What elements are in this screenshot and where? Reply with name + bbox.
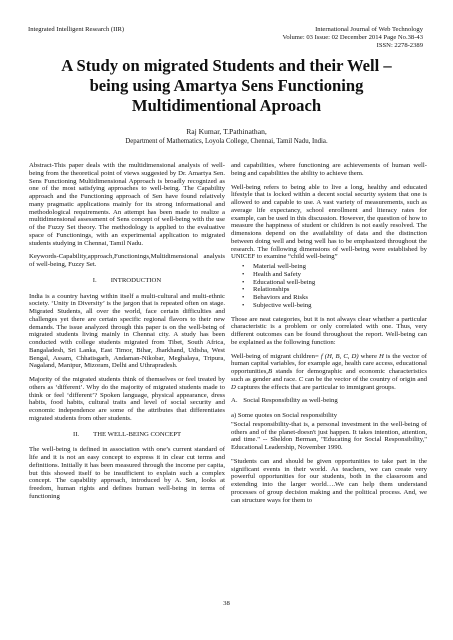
list-item: • Relationships: [231, 286, 427, 294]
page-number: 38: [223, 600, 230, 607]
list-item: • Material well-being: [231, 263, 427, 271]
text-run: where: [358, 352, 380, 360]
subsection-number: A.: [231, 397, 238, 405]
title-line-1: A Study on migrated Students and their Well –: [61, 56, 392, 75]
left-column: [29, 162, 225, 507]
variable-c: C: [298, 375, 304, 383]
section-title: INTRODUCTION: [110, 276, 162, 284]
wellbeing-formula: f (H, B, C, D): [320, 352, 359, 360]
variable-h: H: [379, 352, 384, 360]
abstract: Abstract-This paper deals with the multidimensional analysis of well-being from the theoretical point of views suggested by Dr. Amartya Sen. Sens Functioning Multidimensional Approach is broadly recognized as one of the most satisfying approaches to well-being. The Capability approach and the Functioning approach of Sen have found relatively many pragmatic applications mainly for its strong informational and methodological requirements. An attempt has been made to realize a multidimensional assessment of Sens concept of well-being with the use of the Fuzzy Set theory. The methodology is applied to the evaluative space of Functionings, with an experimental application to migrated students studying in Chennai, Tamil Nadu.: [29, 162, 225, 247]
list-item: • Behaviors and Risks: [231, 294, 427, 302]
paper-title: [20, 56, 433, 116]
subsection-title: Social Responsibility as well-being: [243, 397, 338, 405]
right-column: [231, 162, 427, 510]
running-header-right: [282, 26, 423, 50]
subsubsection-heading-quotes: a) Some quotes on Social responsibility: [231, 412, 338, 419]
quote-paragraph-1: "Social responsibility-that is, a personal investment in the well-being of others and of the planet-doesn't just happen. It takes intention, attention, and time." -- Sheldon Berman, "Educating for Social Responsibility," Educational Leadership, November 1990.: [231, 420, 427, 451]
volume-info: Volume: 03 Issue: 02 December 2014 Page No.38-43: [282, 34, 423, 41]
wellbeing-dimensions-list: [231, 263, 427, 310]
author-affiliation: Department of Mathematics, Loyola College, Chennai, Tamil Nadu, India.: [125, 138, 328, 145]
intro-paragraph-1: India is a country having within itself a multi-cultural and multi-ethnic society. ‘Unity in Diversity’ is the jargon that is repeated often on stage. Migrated Students, all over the world, face certain difficulties and challenges yet there are certain specific regional flavors to their new demands. The issue analyzed through this paper is on the well-being of migrated students living mainly in Chennai city. A study has been conducted with college students migrated from Tibet, South Africa, Bangaladesh, Sri Lanka, East Timor, Bihar, Jharkhand, Udisha, West Bengal, Assam, Chhatisgarh, Andaman-Nikobar, Meghalaya, Tripura, Nagaland, Manipur, Mizoram, Delhi and Uthrapradesh.: [29, 292, 225, 370]
section-heading-introduction: [29, 277, 225, 285]
wellbeing-paragraph-2: and capabilities, where functioning are achievements of human well-being and capabilities the ability to achieve them.: [231, 162, 427, 177]
wellbeing-paragraph-4: Those are neat categories, but it is not always clear whether a particular characteristic is a problem or only correlated with one. Thus, very different outcomes can be found throughout the report. Well-being can be explained as the following function:: [231, 315, 427, 346]
publisher-name: Integrated Intelligent Research (IIR): [28, 26, 125, 33]
section-number: I.: [92, 276, 97, 284]
quote-paragraph-2: "Students can and should be given opportunities to take part in the significant events in their world. As teachers, we can create very powerful opportunities for our students, both in the classroom and extending into the larger world….We can help them understand processes of group decision making and the political process. And, we can structure ways for them to: [231, 457, 427, 504]
title-line-3: Multidimentional Aproach: [131, 96, 322, 115]
list-item: • Health and Safety: [231, 271, 427, 279]
text-run: Well-being of migrant children=: [231, 352, 321, 360]
keywords: Keywords-Capability,approach,Functionings,Multidimensional analysis of well-being, Fuzzy Set.: [29, 253, 225, 268]
variable-d: D: [231, 383, 236, 391]
subsection-heading-social-responsibility: [231, 397, 427, 405]
list-item: • Educational well-being: [231, 279, 427, 287]
section-number: II.: [72, 430, 80, 438]
text-run: is the vector of human capital variables, for example age, health care access, educational opportunities,: [231, 352, 427, 375]
author-list: Raj Kumar, T.Pathinathan,: [186, 127, 267, 136]
section-title: THE WELL-BEING CONCEPT: [93, 430, 182, 438]
wellbeing-paragraph-3: Well-being refers to being able to live a long, healthy and educated lifestyle that is locked within a decent social security system that one is allowed to and capable to use. A vast variety of measurements, such as average life expectancy, school enrollment and literacy rates for example, can be used in this discussion. However, the question of how to measure the happiness of student or children is not easily resolved. The dimensions depend on the availability of data and the distinction between doing well and being well has to be emphasized throughout the research. The following dimensions of well-being were established by UNICEF to examine “child well-being”: [231, 183, 427, 261]
variable-b: B: [267, 368, 273, 375]
text-run: captures the effects that are particular to immigrant groups.: [235, 383, 396, 391]
list-item: • Subjective well-being: [231, 302, 427, 310]
wellbeing-paragraph-1: The well-being is defined in association with one’s current standard of life and it is not an easy concept to express it in clear cut terms and definitions. Initially it has been measured through the income per capita, but this showed itself to be insufficient to explain such a complex concept. The capability approach, introduced by A. Sen, looks at freedom, human rights and defines human well-being in terms of functioning: [29, 446, 225, 500]
text-run: stands for demographic and economic characteristics such as gender and race.: [231, 368, 427, 383]
intro-paragraph-2: Majority of the migrated students think of themselves or feel treated by others as ‘different’. Why do the majority of migrated students made to think or feel ‘different’? Spoken language, physical appearance, dress habits, food habits, cultural traits and level of social security and economic independence are some of the attributes that differentiates migrated students from other students.: [29, 376, 225, 422]
text-run: can be the vector of the country of origin and: [303, 375, 428, 383]
wellbeing-function-paragraph: [231, 353, 427, 392]
running-header-left: [28, 26, 124, 34]
title-line-2: being using Amartya Sens Functioning: [89, 76, 364, 95]
journal-name: International Journal of Web Technology: [315, 26, 423, 33]
issn: ISSN: 2278-2389: [376, 42, 423, 49]
section-heading-wellbeing: [29, 431, 225, 439]
